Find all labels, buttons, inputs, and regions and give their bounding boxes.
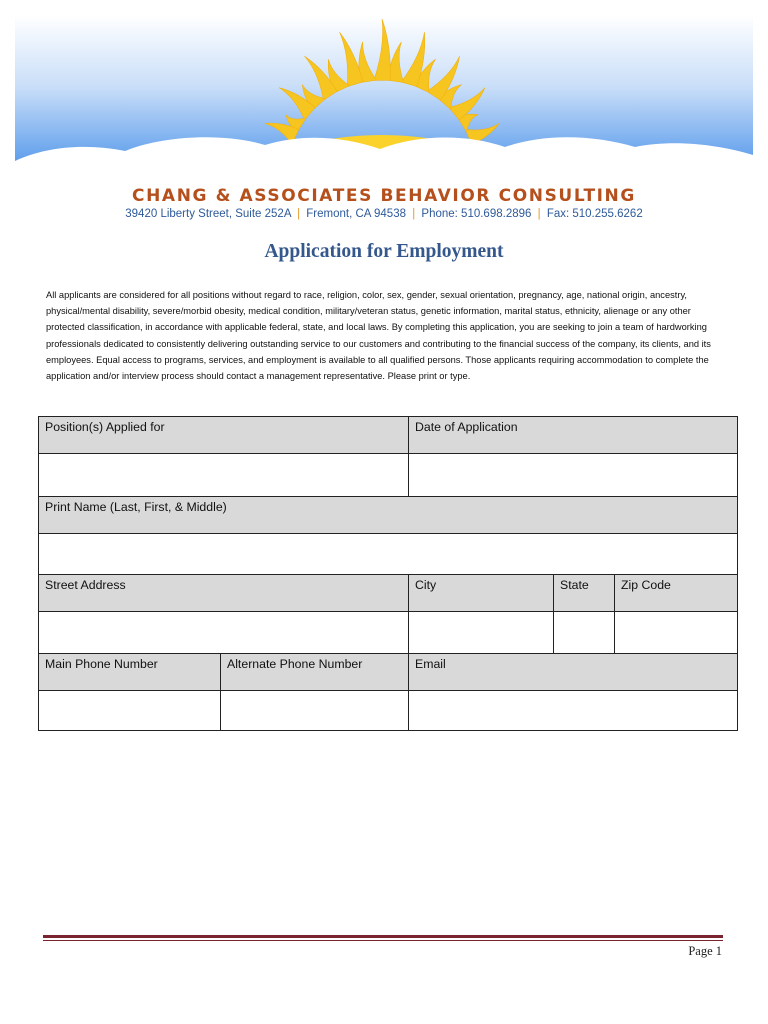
document-title: Application for Employment: [264, 241, 504, 262]
separator: |: [537, 208, 541, 220]
application-form: [38, 416, 738, 731]
separator: |: [297, 208, 301, 220]
email-label: Email: [409, 654, 738, 691]
date-field[interactable]: [409, 454, 738, 497]
separator: |: [412, 208, 416, 220]
alternate-phone-field[interactable]: [221, 691, 409, 731]
footer-rule: [43, 940, 723, 941]
page-number: Page 1: [688, 944, 722, 958]
state-field[interactable]: [554, 612, 615, 654]
sunrise-banner: [15, 15, 753, 175]
company-name: CHANG & ASSOCIATES BEHAVIOR CONSULTING: [132, 186, 636, 206]
positions-label: Position(s) Applied for: [39, 417, 409, 454]
alternate-phone-label: Alternate Phone Number: [221, 654, 409, 691]
main-phone-label: Main Phone Number: [39, 654, 221, 691]
email-field[interactable]: [409, 691, 738, 731]
date-label: Date of Application: [409, 417, 738, 454]
positions-field[interactable]: [39, 454, 409, 497]
phone-text: Phone: 510.698.2896: [421, 208, 532, 220]
print-name-label: Print Name (Last, First, & Middle): [39, 497, 738, 534]
street-address-text: 39420 Liberty Street, Suite 252A: [125, 208, 291, 220]
city-label: City: [409, 575, 554, 612]
eeo-disclaimer: All applicants are considered for all positions without regard to race, religion, color, sex, gender, sexual orientation, pregnancy, age, national origin, ancestry, physical/mental disability, severe/morbid obesity, medical condition, military/veteran status, genetic information, marital status, ethnicity, alienage or any other protected classification, in accordance with applicable federal, state, and local laws. By completing this application, you are seeking to join a team of hardworking professionals dedicated to consistently delivering outstanding service to our customers and contributing to the financial success of the company, its clients, and its employees. Equal access to programs, services, and employment is available to all qualified persons. Those applicants requiring accommodation to complete the application and/or interview process should contact a management representative. Please print or type.: [46, 290, 711, 382]
zip-code-label: Zip Code: [615, 575, 738, 612]
zip-code-field[interactable]: [615, 612, 738, 654]
street-address-field[interactable]: [39, 612, 409, 654]
fax-text: Fax: 510.255.6262: [546, 208, 643, 220]
print-name-field[interactable]: [39, 534, 738, 575]
main-phone-field[interactable]: [39, 691, 221, 731]
contact-line: [0, 208, 768, 220]
street-address-label: Street Address: [39, 575, 409, 612]
state-label: State: [554, 575, 615, 612]
city-field[interactable]: [409, 612, 554, 654]
city-text: Fremont, CA 94538: [306, 208, 406, 220]
footer-rule: [43, 935, 723, 938]
